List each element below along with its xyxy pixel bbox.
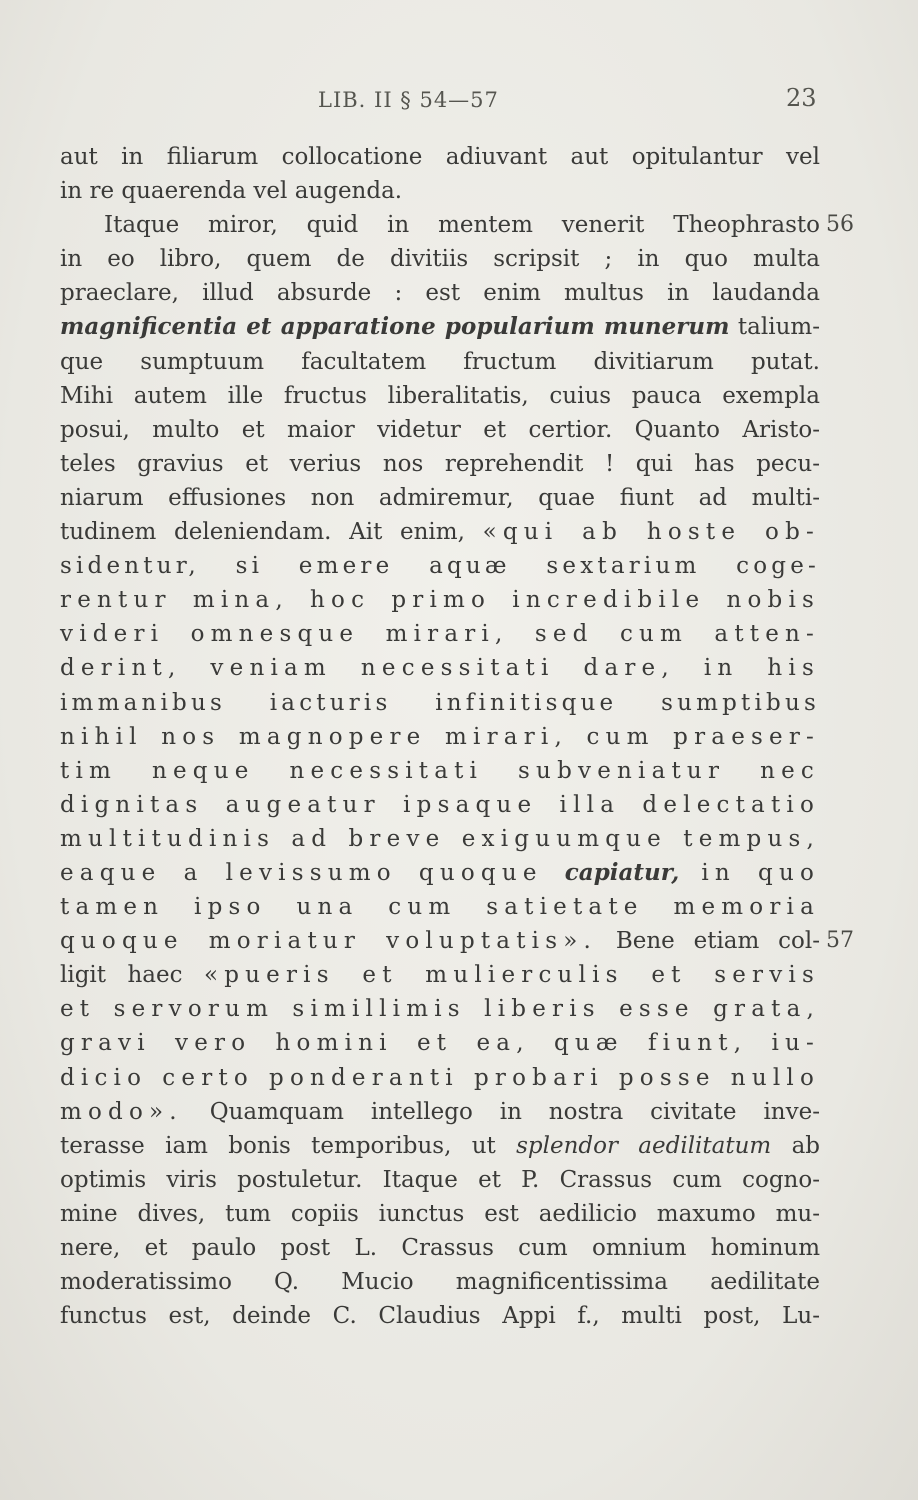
line-text: mine dives, tum copiis iunctus est aedilicio maxumo mu- (60, 1200, 820, 1227)
spaced-quotation-text: tim neque necessitati subveniatur nec (60, 757, 820, 784)
text-line (60, 1129, 820, 1163)
spaced-quotation-text: multitudinis ad breve exiguumque tempus, (60, 825, 820, 852)
text-line (60, 856, 820, 890)
line-text: talium- (729, 314, 820, 341)
italic-phrase: capiatur, (564, 858, 680, 886)
italic-phrase: splendor aedilitatum (516, 1132, 772, 1159)
spaced-quotation-text: eaque a levissumo quoque (60, 859, 565, 886)
text-line (60, 276, 820, 310)
line-text: in re quaerenda vel augenda. (60, 178, 403, 205)
text-line (60, 1265, 820, 1299)
line-text: Itaque miror, quid in mentem venerit Theophrasto (104, 212, 820, 239)
line-text: Quamquam intellego in nostra civitate inve- (182, 1098, 820, 1125)
line-text: tudinem deleniendam. Ait enim, (60, 519, 483, 546)
line-text: teles gravius et verius nos reprehendit ! qui has pecu- (60, 450, 820, 477)
marginal-section-number: 56 (826, 212, 854, 238)
text-line (60, 1231, 820, 1265)
line-text: ab (771, 1132, 821, 1159)
text-line (60, 1163, 820, 1197)
line-text: aut in filiarum collocatione adiuvant aut opitulantur vel (60, 144, 820, 170)
spaced-quotation-text: quoque moriatur voluptatis». (60, 928, 598, 955)
body-text (60, 140, 854, 1333)
spaced-quotation-text: tamen ipso una cum satietate memoria (60, 894, 820, 921)
text-line (60, 174, 820, 208)
text-line (60, 822, 820, 856)
spaced-quotation-text: rentur mina, hoc primo incredibile nobis (60, 587, 820, 614)
text-line (60, 1197, 820, 1231)
line-text: ligit haec (60, 962, 204, 989)
line-text: terasse iam bonis temporibus, ut (60, 1132, 517, 1159)
running-head: LIB. II § 54—57 (318, 88, 499, 112)
line-text: functus est, deinde C. Claudius Appi f., multi post, Lu- (60, 1303, 820, 1330)
text-line (60, 617, 820, 651)
line-text: que sumptuum facultatem fructum divitiarum putat. (60, 348, 820, 375)
line-text: praeclare, illud absurde : est enim multus in laudanda (60, 280, 820, 307)
spaced-quotation-text: dicio certo ponderanti probari posse nullo (60, 1064, 820, 1091)
line-text: nere, et paulo post L. Crassus cum omnium hominum (60, 1235, 820, 1261)
spaced-quotation-text: videri omnesque mirari, sed cum atten- (60, 621, 820, 648)
text-line (60, 481, 820, 515)
line-text: Bene etiam col- (597, 928, 820, 955)
spaced-quotation-text: «pueris et mulierculis et servis (203, 962, 820, 989)
text-line (60, 447, 820, 481)
spaced-quotation-text: sidentur, si emere aquæ sextarium coge- (60, 553, 820, 580)
line-text: optimis viris postuletur. Itaque et P. Crassus cum cogno- (60, 1166, 820, 1193)
text-line (60, 1026, 820, 1060)
text-line (60, 1061, 820, 1095)
text-line (60, 1299, 820, 1333)
text-line (60, 924, 854, 958)
line-text: Mihi autem ille fructus liberalitatis, cuius pauca exempla (60, 382, 820, 409)
spaced-quotation-text: gravi vero homini et ea, quæ fiunt, iu- (60, 1030, 820, 1057)
text-line (60, 754, 820, 788)
text-line (60, 345, 820, 379)
line-text: niarum effusiones non admiremur, quae fiunt ad multi- (60, 484, 820, 511)
spaced-quotation-text: derint, veniam necessitati dare, in his (60, 655, 820, 682)
line-text: in eo libro, quem de divitiis scripsit ; in quo multa (60, 246, 820, 273)
line-text: posui, multo et maior videtur et certior. Quanto Aristo- (60, 416, 820, 443)
text-line (60, 515, 820, 549)
text-line (60, 549, 820, 583)
spaced-quotation-text: in quo (679, 859, 821, 886)
text-line (60, 890, 820, 924)
text-line (60, 413, 820, 447)
text-line (60, 686, 820, 720)
marginal-section-number: 57 (826, 928, 854, 954)
spaced-quotation-text: dignitas augeatur ipsaque illa delectatio (60, 791, 820, 818)
text-line (60, 1095, 820, 1129)
text-line (60, 208, 854, 242)
text-line (60, 788, 820, 822)
page-number: 23 (786, 84, 817, 112)
text-line (60, 140, 820, 174)
text-line (60, 720, 820, 754)
text-line (60, 583, 820, 617)
spaced-quotation-text: nihil nos magnopere mirari, cum praeser- (60, 723, 820, 750)
line-text: moderatissimo Q. Mucio magnificentissima aedilitate (60, 1269, 820, 1296)
spaced-quotation-text: immanibus iacturis infinitisque sumptibus (60, 689, 820, 716)
text-line (60, 242, 820, 276)
text-line (60, 310, 820, 344)
text-line (60, 379, 820, 413)
italic-phrase: magnificentia et apparatione popularium munerum (60, 313, 730, 341)
text-line (60, 958, 820, 992)
spaced-quotation-text: modo». (60, 1098, 183, 1125)
spaced-quotation-text: et servorum simillimis liberis esse grata, (60, 996, 820, 1023)
text-line (60, 992, 820, 1026)
text-line (60, 651, 820, 685)
spaced-quotation-text: «qui ab hoste ob- (482, 519, 820, 546)
